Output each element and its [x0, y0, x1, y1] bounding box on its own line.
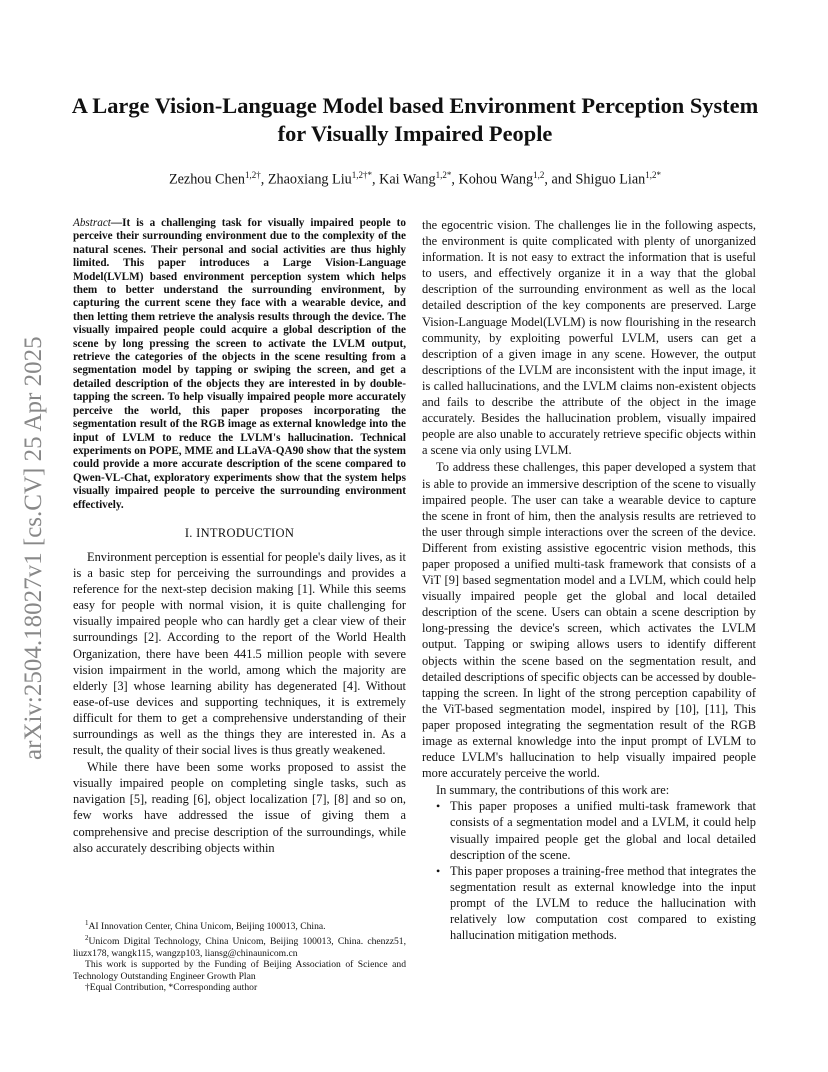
contribution-item: [422, 863, 756, 943]
intro-paragraph: Environment perception is essential for people's daily lives, as it is a basic step for perceiving the surroundings and provides a reference for the next-step decision making [1]. While this seems easy for people with normal vision, it is quite challenging for visually impaired people who can hardly get a clear view of their surroundings [2]. According to the report of the World Health Organization, there have been 441.5 million people with severe vision impairment in the world, among which the majority are elderly [3] whose learning ability has degenerated [4]. Without ease-of-use devices and supporting techniques, it is extremely difficult for them to get a comprehensive understanding of their surroundings as well as the things they are interested in. As a result, the quality of their social lives is thus greatly weakened.: [73, 549, 406, 758]
contributions-intro: In summary, the contributions of this work are:: [436, 783, 670, 798]
title-line-2: for Visually Impaired People: [277, 121, 553, 146]
paper-title: [70, 92, 760, 148]
author-name: Kai Wang: [379, 171, 436, 188]
contributions-list: [422, 798, 756, 943]
author-separator: ,: [260, 171, 268, 188]
author-affiliation-mark: 1,2*: [435, 170, 452, 180]
title-line-1: A Large Vision-Language Model based Environment Perception System: [71, 93, 759, 118]
author-separator: ,: [372, 171, 380, 188]
footnote: [73, 933, 406, 959]
author-affiliation-mark: 1,2†: [245, 170, 261, 180]
intro-paragraph: the egocentric vision. The challenges lie in the following aspects, the environment is quite complicated with plenty of unorganized information. It is not easy to extract the information that is useful to users, and effectively organize it in a way that the global description of the surrounding environment as well as the local detailed description of the key components are preserved. Large Vision-Language Model(LVLM) is now flourishing in the research community, by exploiting powerful LVLM, users can get a description of a given image in any scene. However, the output descriptions of the LVLM are inconsistent with the input image, it is called hallucinations, and the LVLM claims non-existent objects and fails to describe the attribute of the object in the image accurately. Besides the hallucination problem, visually impaired people are also unable to accurately retrieve specific objects within a scene via only using LVLM.: [422, 218, 756, 458]
abstract-text: —It is a challenging task for visually impaired people to perceive their surrounding environment due to the complexity of the natural scenes. Their personal and social activities are thus highly limited. This paper introduces a Large Vision-Language Model(LVLM) based environment perception system which helps them to better understand the surrounding environment, by capturing the current scene they face with a wearable device, and then letting them retrieve the analysis results through the device. The visually impaired people could acquire a global description of the scene by long pressing the screen to activate the LVLM output, retrieve the categories of the objects in the scene resulting from a segmentation model by tapping or swiping the screen, and get a detailed description of the objects they are interested in by double-tapping the screen. To help visually impaired people more accurately perceive the world, this paper proposes incorporating the segmentation result of the RGB image as external knowledge into the input of LVLM to reduce the LVLM's hallucination. Technical experiments on POPE, MME and LLaVA-QA90 show that the system could provide a more accurate description of the scene compared to Qwen-VL-Chat, exploratory experiments show that the system helps visually impaired people to perceive the surrounding environment effectively.: [73, 217, 406, 511]
author-affiliation-mark: 1,2*: [645, 170, 662, 180]
intro-paragraph: While there have been some works proposed to assist the visually impaired people on completing single tasks, such as navigation [5], reading [6], object localization [7], [8] and so on, few works have addressed the issue of giving them a comprehensive and precise description of the surroundings, while also accurately describing objects within: [73, 760, 406, 855]
author-name: Zhaoxiang Liu: [267, 171, 352, 188]
footnote: [73, 959, 406, 982]
abstract-label: Abstract: [73, 217, 111, 229]
footnote-mark: 2: [85, 933, 89, 942]
right-column: [422, 217, 756, 943]
arxiv-identifier: arXiv:2504.18027v1 [cs.CV] 25 Apr 2025: [20, 336, 47, 760]
author-separator: , and: [544, 171, 576, 188]
bullet-icon: •: [436, 799, 441, 814]
bullet-icon: •: [436, 863, 441, 878]
abstract: [73, 217, 406, 512]
footnote-mark: 1: [85, 919, 89, 927]
author-name: Kohou Wang: [458, 171, 534, 188]
footnote-text: Unicom Digital Technology, China Unicom, Beijing 100013, China. chenzz51, liuzx178, wangk115, wangzp103, liansg@chinaunicom.cn: [73, 935, 406, 959]
author-list: [70, 170, 760, 189]
footnote-text: AI Innovation Center, China Unicom, Beijing 100013, China.: [88, 921, 326, 933]
left-column: [73, 217, 406, 856]
contribution-item: [422, 798, 756, 862]
author-name: Shiguo Lian: [575, 171, 646, 188]
footnote-text: This work is supported by the Funding of Beijing Association of Science and Technology Outstanding Engineer Growth Plan: [73, 959, 406, 982]
author-separator: ,: [451, 171, 459, 188]
footnote: [73, 918, 406, 933]
footnotes: [73, 918, 406, 994]
contribution-text: This paper proposes a training-free method that integrates the segmentation result as external knowledge into the input prompt of the LVLM to reduce the hallucination with relatively low computation cost compared to existing hallucination mitigation methods.: [450, 863, 756, 943]
footnote-text: †Equal Contribution, *Corresponding author: [85, 982, 258, 994]
intro-paragraph: To address these challenges, this paper developed a system that is able to provide an immersive description of the scene to visually impaired people. The user can take a wearable device to capture the scene in front of him, then the analysis results are retrieved to the user through simple interactions over the screen of the device. Different from existing assistive egocentric vision methods, this paper proposed a unified multi-task framework that consists of a ViT [9] based segmentation model and a LVLM, which could help visually impaired people get the global and local detailed description of the scene. Users can obtain a scene description by long-pressing the device's screen, which activates the LVLM output. Tapping or swiping allows users to identify different objects within the scene based on the segmentation result, and detailed descriptions of specific objects can be accessed by double-tapping the screen. In light of the strong perception capability of the ViT-based segmentation model, inspired by [10], [11], This paper proposed integrating the segmentation result of the RGB image as external knowledge into the input prompt of LVLM to reduce LVLM's hallucination to help visually impaired people more accurately perceive the world.: [422, 460, 756, 781]
author-affiliation-mark: 1,2: [533, 170, 545, 180]
author-name: Zezhou Chen: [168, 171, 245, 188]
footnote: [73, 982, 406, 994]
author-affiliation-mark: 1,2†*: [351, 170, 373, 180]
section-heading-introduction: I. INTRODUCTION: [184, 525, 295, 540]
contribution-text: This paper proposes a unified multi-task framework that consists of a segmentation model and a LVLM, it could help visually impaired people get the global and local detailed description of the scene.: [450, 799, 756, 862]
